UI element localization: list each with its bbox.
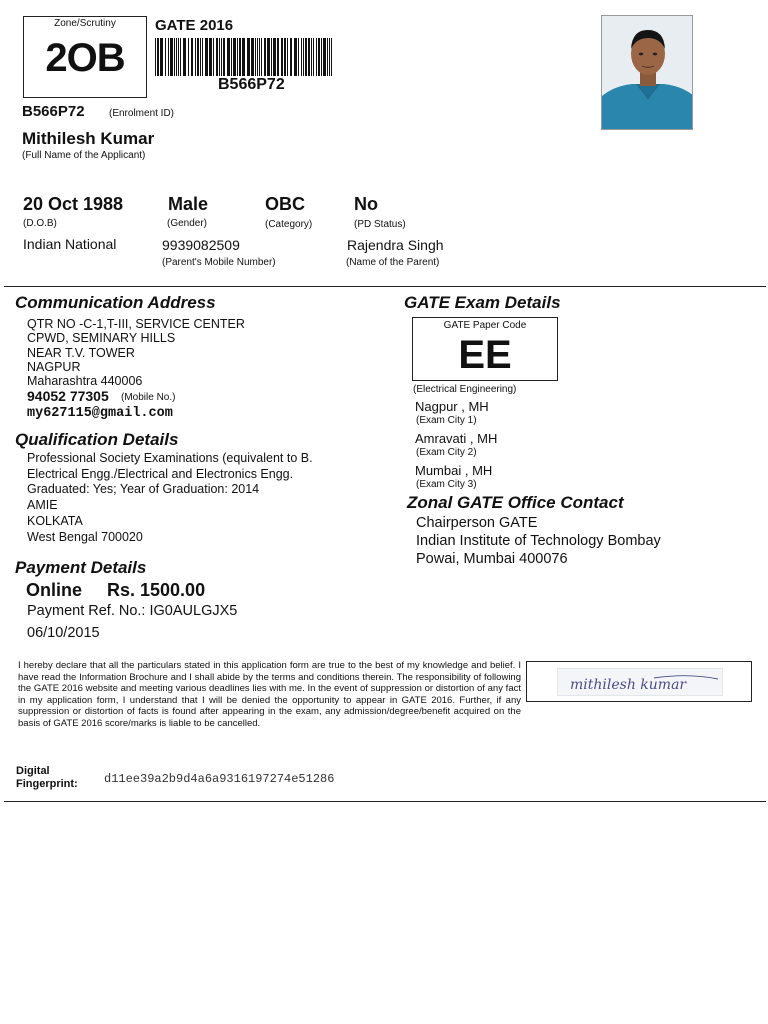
barcode-bar <box>308 38 310 76</box>
paper-code-label: GATE Paper Code <box>443 320 527 331</box>
barcode-bar <box>290 38 292 76</box>
barcode-bar <box>242 38 245 76</box>
barcode-bar <box>221 38 222 76</box>
zonal-office-block <box>416 514 661 568</box>
barcode-bar <box>180 38 181 76</box>
enrolment-id-label: (Enrolment ID) <box>109 108 175 119</box>
parent-name: Rajendra Singh <box>347 237 444 253</box>
address-line: NEAR T.V. TOWER <box>27 345 135 360</box>
pd-status-value: No <box>354 194 378 214</box>
barcode-bar <box>251 38 254 76</box>
barcode-bar <box>261 38 262 76</box>
bottom-divider <box>4 801 766 802</box>
barcode-bar <box>231 38 232 76</box>
exam-city-2: Amravati , MH <box>415 431 498 446</box>
qualification-heading: Qualification Details <box>15 430 179 449</box>
parent-mobile-label: (Parent's Mobile Number) <box>162 257 276 268</box>
barcode-bar <box>327 38 328 76</box>
zonal-office-heading: Zonal GATE Office Contact <box>407 493 624 512</box>
signature-text: mithilesh kumar <box>570 677 687 693</box>
barcode-bar <box>213 38 214 76</box>
barcode-bar <box>284 38 286 76</box>
barcode-bar <box>219 38 220 76</box>
paper-code-box <box>412 317 558 381</box>
zonal-office-line: Indian Institute of Technology Bombay <box>416 533 661 549</box>
barcode-bar <box>305 38 307 76</box>
barcode-bar <box>170 38 173 76</box>
zone-caption: Zone/Scrutiny <box>54 18 116 29</box>
barcode-bar <box>329 38 330 76</box>
barcode-bar <box>264 38 266 76</box>
barcode-bar <box>303 38 304 76</box>
mobile-number: 94052 77305 <box>27 388 109 404</box>
barcode-bar <box>176 38 177 76</box>
barcode-bar <box>259 38 260 76</box>
exam-title: GATE 2016 <box>155 17 234 34</box>
barcode <box>155 38 335 76</box>
barcode-bar <box>188 38 189 76</box>
zonal-office-line: Powai, Mumbai 400076 <box>416 551 568 567</box>
fingerprint-label-line: Digital <box>16 765 50 777</box>
barcode-bar <box>160 38 163 76</box>
parent-mobile: 9939082509 <box>162 237 240 253</box>
exam-city-3: Mumbai , MH <box>415 463 493 478</box>
pd-status-label: (PD Status) <box>354 219 406 230</box>
barcode-bar <box>205 38 208 76</box>
address-block <box>27 317 245 388</box>
mobile-number-label: (Mobile No.) <box>121 392 176 403</box>
category-label: (Category) <box>265 219 313 230</box>
barcode-bar <box>257 38 258 76</box>
dob-label: (D.O.B) <box>23 218 57 229</box>
barcode-bar <box>157 38 159 76</box>
barcode-bar <box>271 38 272 76</box>
barcode-bar <box>202 38 203 76</box>
barcode-bar <box>301 38 302 76</box>
barcode-bar <box>155 38 156 76</box>
barcode-bar <box>233 38 236 76</box>
barcode-bar <box>223 38 225 76</box>
category-value: OBC <box>265 194 305 214</box>
barcode-bar <box>237 38 238 76</box>
barcode-text: B566P72 <box>218 76 285 93</box>
exam-city-1: Nagpur , MH <box>415 399 489 414</box>
address-line: NAGPUR <box>27 359 81 374</box>
applicant-name: Mithilesh Kumar <box>22 129 155 148</box>
qualification-block <box>27 451 313 545</box>
barcode-bar <box>316 38 317 76</box>
signature-image <box>557 668 723 696</box>
address-line: CPWD, SEMINARY HILLS <box>27 331 176 346</box>
fingerprint-label-line: Fingerprint: <box>16 778 78 790</box>
paper-name: (Electrical Engineering) <box>413 384 517 395</box>
barcode-bar <box>195 38 196 76</box>
barcode-bar <box>298 38 299 76</box>
barcode-bar <box>313 38 314 76</box>
qualification-line: Electrical Engg./Electrical and Electronics Engg. <box>27 466 294 481</box>
barcode-bar <box>216 38 218 76</box>
zone-code: 2OB <box>45 36 125 80</box>
barcode-bar <box>321 38 322 76</box>
fingerprint-label <box>16 765 78 791</box>
gender-value: Male <box>168 194 209 214</box>
barcode-bar <box>255 38 256 76</box>
declaration-text: I hereby declare that all the particulars stated in this application form are true to the best of my knowledge and belief. I have read the Information Brochure and I shall abide by the terms and conditions therein. The responsibility of following the GATE 2016 website and meeting various deadlines lies with me. In the event of suppression or distortion of any fact in my application form, I understand that I will be denied the opportunity to appear in GATE 2016. Further, if any suppression or distortion of facts is found after appearing in the exam, any admission/degree/benefit acquired on the basis of GATE 2016 score/marks is liable to be cancelled. <box>18 660 521 729</box>
zone-scrutiny-box <box>23 16 147 98</box>
address-line: QTR NO -C-1,T-III, SERVICE CENTER <box>27 317 245 331</box>
gender-label: (Gender) <box>167 218 208 229</box>
barcode-bar <box>165 38 166 76</box>
barcode-bar <box>168 38 169 76</box>
exam-city-3-label: (Exam City 3) <box>416 479 477 490</box>
barcode-bar <box>239 38 241 76</box>
barcode-bar <box>287 38 288 76</box>
barcode-bar <box>273 38 276 76</box>
parent-name-label: (Name of the Parent) <box>346 257 440 268</box>
barcode-bar <box>323 38 326 76</box>
payment-amount: Rs. 1500.00 <box>107 580 206 600</box>
barcode-bar <box>209 38 212 76</box>
barcode-bar <box>197 38 199 76</box>
qualification-line: Graduated: Yes; Year of Graduation: 2014 <box>27 482 260 497</box>
payment-date: 06/10/2015 <box>27 625 100 641</box>
barcode-bar <box>277 38 279 76</box>
payment-mode: Online <box>26 580 83 600</box>
qualification-line: KOLKATA <box>27 513 83 528</box>
barcode-bar <box>281 38 283 76</box>
dob-value: 20 Oct 1988 <box>23 194 124 214</box>
gate-exam-heading: GATE Exam Details <box>404 293 561 312</box>
barcode-bar <box>183 38 186 76</box>
qualification-line: AMIE <box>27 498 58 513</box>
communication-heading: Communication Address <box>15 293 216 312</box>
exam-city-1-label: (Exam City 1) <box>416 415 477 426</box>
barcode-bar <box>311 38 312 76</box>
barcode-bar <box>178 38 179 76</box>
email-address: my627115@gmail.com <box>27 406 173 421</box>
paper-code: EE <box>458 333 512 377</box>
barcode-bar <box>267 38 270 76</box>
applicant-photo <box>601 15 693 130</box>
top-divider <box>4 286 766 287</box>
barcode-bar <box>331 38 332 76</box>
zonal-office-line: Chairperson GATE <box>416 515 538 531</box>
barcode-bar <box>200 38 201 76</box>
barcode-bar <box>318 38 320 76</box>
barcode-bar <box>174 38 175 76</box>
barcode-bar <box>227 38 230 76</box>
payment-heading: Payment Details <box>15 558 147 577</box>
address-line: Maharashtra 440006 <box>27 374 143 389</box>
fingerprint-value: d11ee39a2b9d4a6a9316197274e51286 <box>104 772 335 786</box>
nationality: Indian National <box>23 236 117 252</box>
qualification-line: West Bengal 700020 <box>27 529 143 544</box>
barcode-bar <box>247 38 250 76</box>
barcode-bar <box>191 38 193 76</box>
payment-ref: Payment Ref. No.: IG0AULGJX5 <box>27 603 238 619</box>
barcode-bar <box>294 38 297 76</box>
qualification-line: Professional Society Examinations (equivalent to B. <box>27 451 313 465</box>
enrolment-id: B566P72 <box>22 103 85 120</box>
signature-box <box>526 661 752 702</box>
applicant-name-label: (Full Name of the Applicant) <box>22 150 146 161</box>
exam-city-2-label: (Exam City 2) <box>416 447 477 458</box>
